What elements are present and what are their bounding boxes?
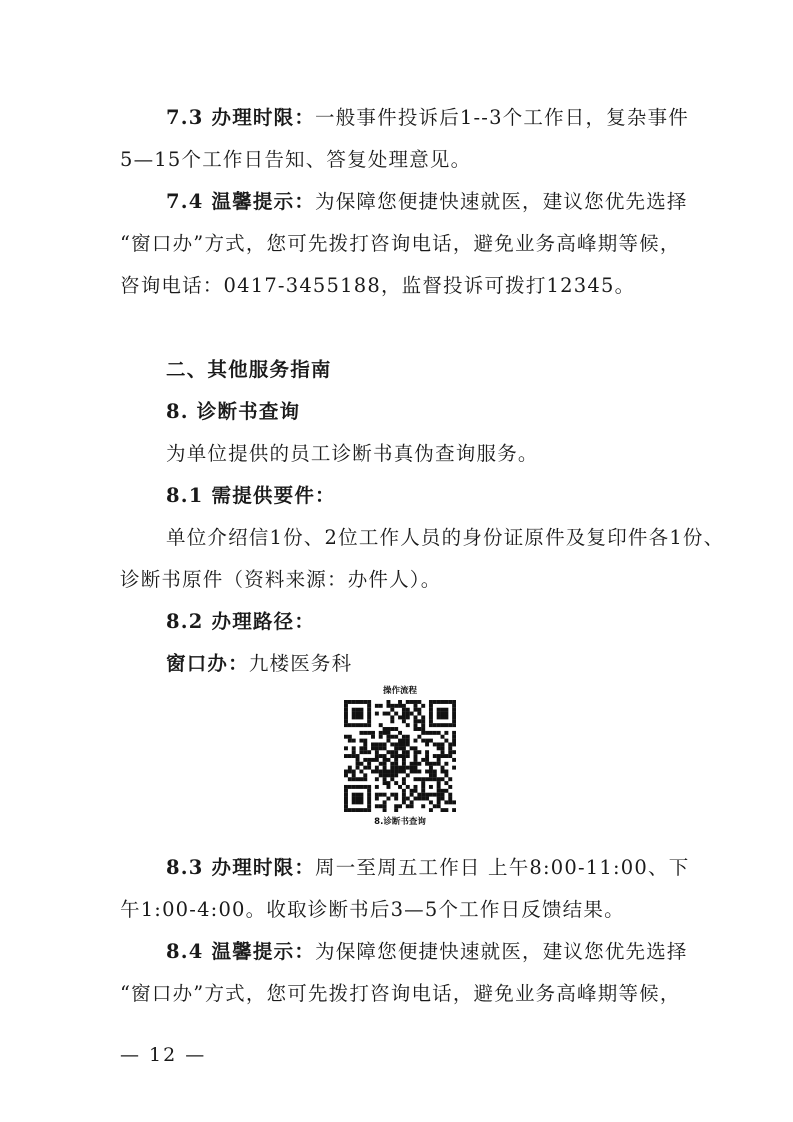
item-8-3-line1 xyxy=(166,856,690,880)
para-lead: 8.4 温馨提示： xyxy=(166,940,316,963)
para-lead: 7.3 办理时限： xyxy=(166,106,316,129)
item-8-1-line1 xyxy=(166,526,725,550)
para-text: 为保障您便捷快速就医，建议您优先选择 xyxy=(315,940,688,963)
item-8-1-line2 xyxy=(120,568,675,592)
para-text: 九楼医务科 xyxy=(248,652,353,675)
qr-caption: 8.诊断书查询 xyxy=(374,817,426,827)
item-heading: 8.2 办理路径： xyxy=(166,610,316,633)
item-8-description xyxy=(166,442,675,466)
para-lead: 窗口办： xyxy=(166,652,249,675)
para-text: 单位介绍信1份、2位工作人员的身份证原件及复印件各1份、 xyxy=(166,526,725,549)
para-text: 咨询电话：0417-3455188，监督投诉可拨打12345。 xyxy=(120,274,636,297)
para-text: 为单位提供的员工诊断书真伪查询服务。 xyxy=(166,442,539,465)
section-heading: 二、其他服务指南 xyxy=(166,358,332,381)
item-8-4-line2 xyxy=(120,982,681,1006)
item-8-2-heading xyxy=(166,610,675,634)
item-8-4-line1 xyxy=(166,940,688,964)
item-heading: 8. 诊断书查询 xyxy=(166,400,301,423)
para-text: 周一至周五工作日 上午8:00-11:00、下 xyxy=(315,856,690,879)
para-text: 为保障您便捷快速就医，建议您优先选择 xyxy=(315,190,688,213)
para-7-3-line1 xyxy=(166,106,690,130)
qr-code-block xyxy=(330,684,470,827)
para-text: 5—15个工作日告知、答复处理意见。 xyxy=(120,148,472,171)
para-lead: 7.4 温馨提示： xyxy=(166,190,316,213)
item-8-heading xyxy=(166,400,675,424)
item-heading: 8.1 需提供要件： xyxy=(166,484,336,507)
para-text: 午1:00-4:00。收取诊断书后3—5个工作日反馈结果。 xyxy=(120,898,625,921)
para-text: “窗口办”方式，您可先拨打咨询电话，避免业务高峰期等候， xyxy=(120,982,681,1005)
para-text: “窗口办”方式，您可先拨打咨询电话，避免业务高峰期等候， xyxy=(120,232,681,255)
item-8-3-line2 xyxy=(120,898,675,922)
section-heading-other-services xyxy=(166,358,675,382)
para-7-4-line3 xyxy=(120,274,675,298)
item-8-2-window xyxy=(166,652,675,676)
para-text: 一般事件投诉后1--3个工作日，复杂事件 xyxy=(315,106,690,129)
item-8-1-heading xyxy=(166,484,675,508)
qr-title: 操作流程 xyxy=(382,686,417,696)
para-lead: 8.3 办理时限： xyxy=(166,856,316,879)
page-number: — 12 — xyxy=(120,1044,207,1066)
qr-code-icon[interactable] xyxy=(344,700,456,812)
para-7-4-line1 xyxy=(166,190,688,214)
para-text: 诊断书原件（资料来源：办件人）。 xyxy=(120,568,442,591)
para-7-4-line2 xyxy=(120,232,681,256)
para-7-3-line2 xyxy=(120,148,675,172)
